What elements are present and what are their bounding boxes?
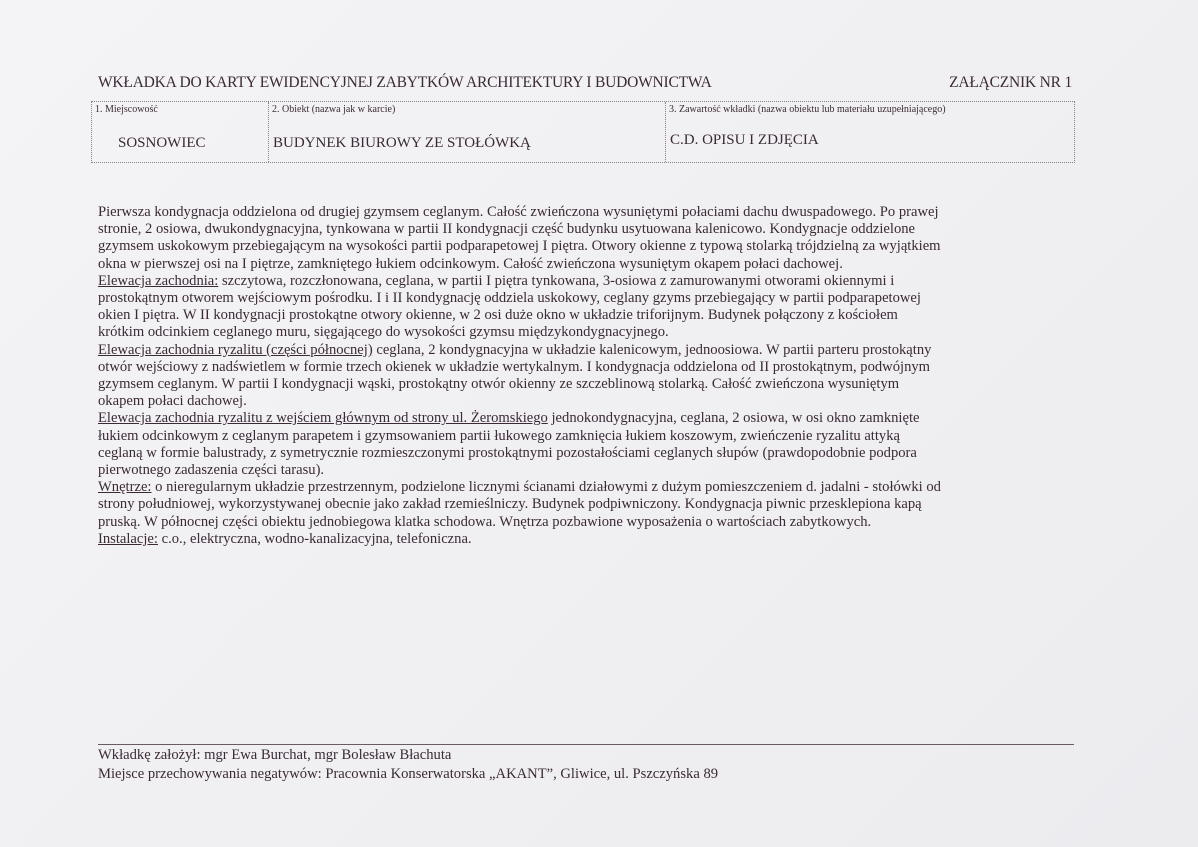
line-text: jednokondygnacyjna, ceglana, 2 osiowa, w osi okno zamknięte bbox=[547, 410, 920, 427]
field-label: 1. Miejscowość bbox=[95, 104, 158, 115]
header-fields-table bbox=[91, 101, 1075, 163]
document-title: WKŁADKA DO KARTY EWIDENCYJNEJ ZABYTKÓW ARCHITEKTURY I BUDOWNICTWA bbox=[98, 74, 712, 91]
line-text: otwór wejściowy z nadświetlem w formie trzech okienek w układzie wertykalnym. I kondygnacja oddzielona od II prostokątnym, podwójnym bbox=[98, 358, 931, 375]
section-heading: Elewacja zachodnia ryzalitu (części północnej) bbox=[98, 341, 373, 358]
text-line bbox=[98, 359, 941, 376]
line-text: krótkim odcinkiem ceglanego muru, sięgającego do wysokości gzymsu międzykondygnacyjnego. bbox=[98, 324, 669, 341]
text-line bbox=[98, 496, 941, 513]
line-text: gzymsem ceglanym. W partii I kondygnacji wąski, prostokątny otwór okienny ze szczeblinową stolarką. Całość zwieńczona wysuniętym bbox=[98, 376, 900, 393]
line-text: pierwotnego zadaszenia części tarasu). bbox=[98, 462, 325, 479]
text-line bbox=[98, 324, 941, 341]
line-text: gzymsem uskokowym przebiegającym na wysokości partii podparapetowej I piętra. Otwory okienne z typową stolarką trójdzielną za wyjątkiem bbox=[98, 238, 941, 255]
line-text: prostokątnym otworem wejściowym pośrodku. I i II kondygnację oddziela uskokowy, ceglany gzyms przebiegający w partii podparapetowej bbox=[98, 290, 921, 307]
line-text: Pierwsza kondygnacja oddzielona od drugiej gzymsem ceglanym. Całość zwieńczona wysuniętymi połaciami dachu dwuspadowego. Po prawej bbox=[98, 204, 939, 220]
text-line bbox=[98, 376, 941, 393]
field-label: 2. Obiekt (nazwa jak w karcie) bbox=[272, 104, 396, 115]
line-text: ceglana, 2 kondygnacyjna w układzie kalenicowym, jednoosiowa. W partii parteru prostokątny bbox=[372, 341, 932, 358]
text-line bbox=[98, 238, 941, 255]
field-locality bbox=[92, 102, 269, 162]
text-line bbox=[98, 273, 941, 290]
text-line bbox=[98, 531, 941, 548]
line-text: okapem połaci dachowej. bbox=[98, 393, 247, 410]
field-value: BUDYNEK BIUROWY ZE STOŁÓWKĄ bbox=[273, 135, 531, 151]
text-line bbox=[98, 428, 941, 445]
footer-divider bbox=[98, 744, 1074, 745]
field-label: 3. Zawartość wkładki (nazwa obiektu lub materiału uzupełniającego) bbox=[669, 104, 946, 115]
section-heading: Wnętrze: bbox=[98, 479, 152, 496]
section-heading: Instalacje: bbox=[98, 530, 158, 547]
line-text: c.o., elektryczna, wodno-kanalizacyjna, telefoniczna. bbox=[157, 530, 472, 547]
text-line bbox=[98, 290, 941, 307]
text-line bbox=[98, 307, 941, 324]
text-line bbox=[98, 342, 941, 359]
text-line bbox=[98, 445, 941, 462]
text-line bbox=[98, 479, 941, 496]
authors-line: Wkładkę założył: mgr Ewa Burchat, mgr Bolesław Błachuta bbox=[98, 747, 452, 763]
line-text: szczytowa, rozczłonowana, ceglana, w partii I piętra tynkowana, 3-osiowa z zamurowanymi otworami okiennymi i bbox=[218, 272, 895, 289]
line-text: pruską. W północnej części obiektu jednobiegowa klatka schodowa. Wnętrza pozbawione wyposażenia o wartościach zabytkowych. bbox=[98, 513, 872, 530]
line-text: stronie, 2 osiowa, dwukondygnacyjna, tynkowana w partii II kondygnacji część budynku usytuowana kalenicowo. Kondygnacje oddzielone bbox=[98, 221, 916, 238]
line-text: strony południowej, wykorzystywanej obecnie jako zakład rzemieślniczy. Budynek podpiwniczony. Kondygnacja piwnic przesklepiona kapą bbox=[98, 496, 922, 513]
line-text: o nieregularnym układzie przestrzennym, podzielone licznymi ścianami działowymi z dużym pomieszczeniem d. jadalni - stołówki od bbox=[151, 479, 941, 496]
field-insert-contents bbox=[666, 102, 1074, 162]
annex-number: ZAŁĄCZNIK NR 1 bbox=[949, 74, 1072, 91]
section-heading: Elewacja zachodnia ryzalitu z wejściem głównym od strony ul. Żeromskiego bbox=[98, 410, 548, 427]
line-text: okien I piętra. W II kondygnacji prostokątne otwory okienne, w 2 osi duże okno w układzie triforijnym. Budynek połączony z kościołem bbox=[98, 307, 898, 324]
text-line bbox=[98, 204, 941, 221]
field-object bbox=[269, 102, 666, 162]
line-text: ceglaną w formie balustrady, z symetrycznie rozmieszczonymi prostokątnymi pozostałościami ceglanych słupów (prawdopodobnie podpora bbox=[98, 444, 917, 461]
text-line bbox=[98, 221, 941, 238]
section-heading: Elewacja zachodnia: bbox=[98, 272, 219, 289]
text-line bbox=[98, 462, 941, 479]
text-line bbox=[98, 256, 941, 273]
text-line bbox=[98, 514, 941, 531]
text-line bbox=[98, 410, 941, 427]
line-text: okna w pierwszej osi na I piętrze, zamkniętego łukiem odcinkowym. Całość zwieńczona wysuniętym okapem połaci dachowej. bbox=[98, 255, 843, 272]
line-text: łukiem odcinkowym z ceglanym parapetem i gzymsowaniem partii łukowego zamknięcia łukiem koszowym, zwieńczenie ryzalitu attyką bbox=[98, 427, 900, 444]
description-text bbox=[98, 204, 941, 548]
field-value: C.D. OPISU I ZDJĘCIA bbox=[670, 132, 819, 148]
text-line bbox=[98, 393, 941, 410]
field-value: SOSNOWIEC bbox=[118, 135, 206, 151]
negatives-location-line: Miejsce przechowywania negatywów: Pracownia Konserwatorska „AKANT”, Gliwice, ul. Pszczyńska 89 bbox=[98, 766, 719, 782]
